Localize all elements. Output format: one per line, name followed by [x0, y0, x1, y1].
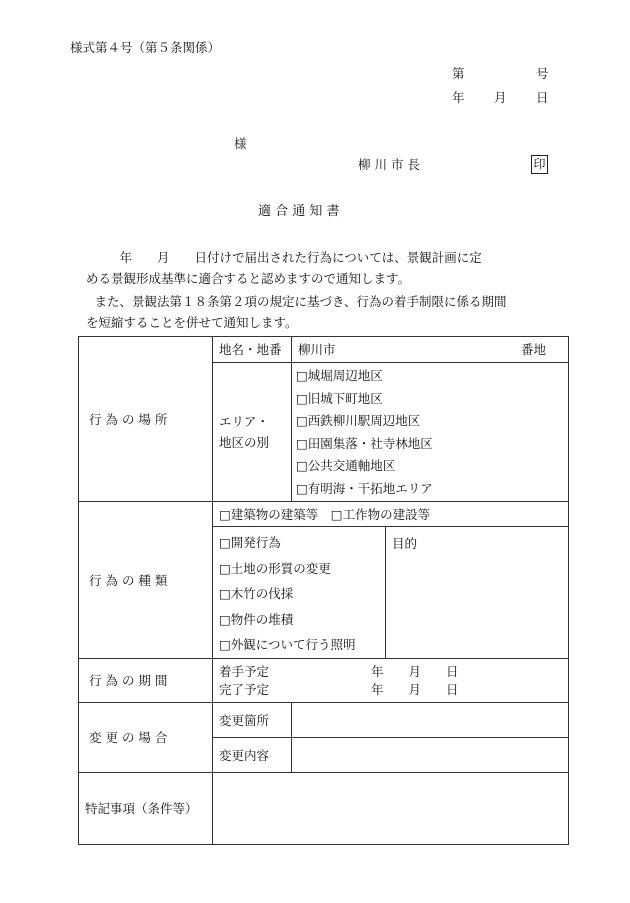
area-label-line-1: エリア・ [219, 414, 270, 429]
location-field[interactable] [292, 337, 569, 363]
area-checkbox[interactable]: □公共交通軸地区 [296, 458, 396, 473]
body-paragraph-2-line-2: を短縮することを併せて通知します。 [86, 315, 298, 330]
period-fields[interactable] [213, 659, 569, 703]
notes-field[interactable] [213, 773, 569, 845]
area-checkbox[interactable]: □西鉄柳川駅周辺地区 [296, 413, 421, 428]
area-label [213, 363, 292, 502]
table-row [79, 773, 569, 845]
notification-form-table [78, 336, 569, 845]
act-checkbox[interactable]: □木竹の伐採 [219, 586, 294, 601]
end-date: 年 月 日 [371, 681, 459, 697]
period-header: 行 為 の 期 間 [79, 659, 213, 703]
change-content-label: 変更内容 [213, 738, 292, 773]
date-day: 日 [536, 90, 549, 105]
table-row [79, 703, 569, 738]
body-paragraph-1-line-2: める景観形成基準に適合すると認めますので通知します。 [86, 271, 411, 286]
area-checkbox[interactable]: □城堀周辺地区 [296, 368, 383, 383]
start-date-line [213, 663, 568, 681]
change-location-label: 変更箇所 [213, 703, 292, 738]
area-checkbox[interactable]: □旧城下町地区 [296, 390, 383, 406]
change-header: 変 更 の 場 合 [79, 703, 213, 773]
act-checkbox[interactable]: □物件の堆積 [219, 611, 294, 627]
form-label: 様式第４号（第５条関係） [70, 40, 221, 55]
area-checkbox[interactable]: □田園集落・社寺林地区 [296, 435, 433, 451]
number-prefix: 第 [452, 66, 465, 81]
notes-header: 特記事項（条件等） [79, 773, 213, 845]
issuer-name: 柳 川 市 長 [358, 157, 420, 172]
change-location-field[interactable] [292, 703, 569, 738]
table-row [79, 337, 569, 363]
addressee-suffix: 様 [234, 136, 247, 151]
number-suffix: 号 [536, 66, 549, 81]
act-checkbox[interactable]: □開発行為 [219, 535, 281, 550]
act-checkbox[interactable]: □土地の形質の変更 [219, 560, 331, 576]
end-date-line [213, 681, 568, 699]
purpose-field[interactable] [386, 527, 569, 659]
purpose-label: 目的 [392, 536, 418, 551]
start-label: 着手予定 [219, 663, 270, 679]
end-label: 完了予定 [219, 681, 270, 697]
act-checkbox[interactable]: □外観について行う照明 [219, 637, 356, 652]
date-year: 年 [452, 90, 465, 105]
act-options [213, 527, 386, 659]
seal-mark: 印 [531, 155, 548, 174]
place-header: 行 為 の 場 所 [79, 337, 213, 502]
body-paragraph-2-line-1: また、景観法第１８条第２項の規定に基づき、行為の着手制限に係る期間 [82, 294, 507, 309]
kind-header: 行 為 の 種 類 [79, 502, 213, 659]
change-content-field[interactable] [292, 738, 569, 773]
area-label-line-2: 地区の別 [219, 435, 270, 450]
table-row [79, 502, 569, 527]
city-name: 柳川市 [298, 342, 336, 357]
start-date: 年 月 日 [371, 663, 459, 679]
body-paragraph-1-line-1: 年 月 日付けで届出された行為については、景観計画に定 [82, 250, 482, 265]
lot-suffix: 番地 [520, 342, 546, 357]
area-checkbox[interactable]: □有明海・干拓地エリア [296, 480, 433, 496]
table-row [79, 659, 569, 703]
date-month: 月 [494, 90, 507, 105]
document-title: 適 合 通 知 書 [258, 204, 340, 219]
location-label: 地名・地番 [213, 337, 292, 363]
area-options [292, 363, 569, 502]
building-options[interactable]: □建築物の建築等 □工作物の建設等 [213, 502, 569, 527]
